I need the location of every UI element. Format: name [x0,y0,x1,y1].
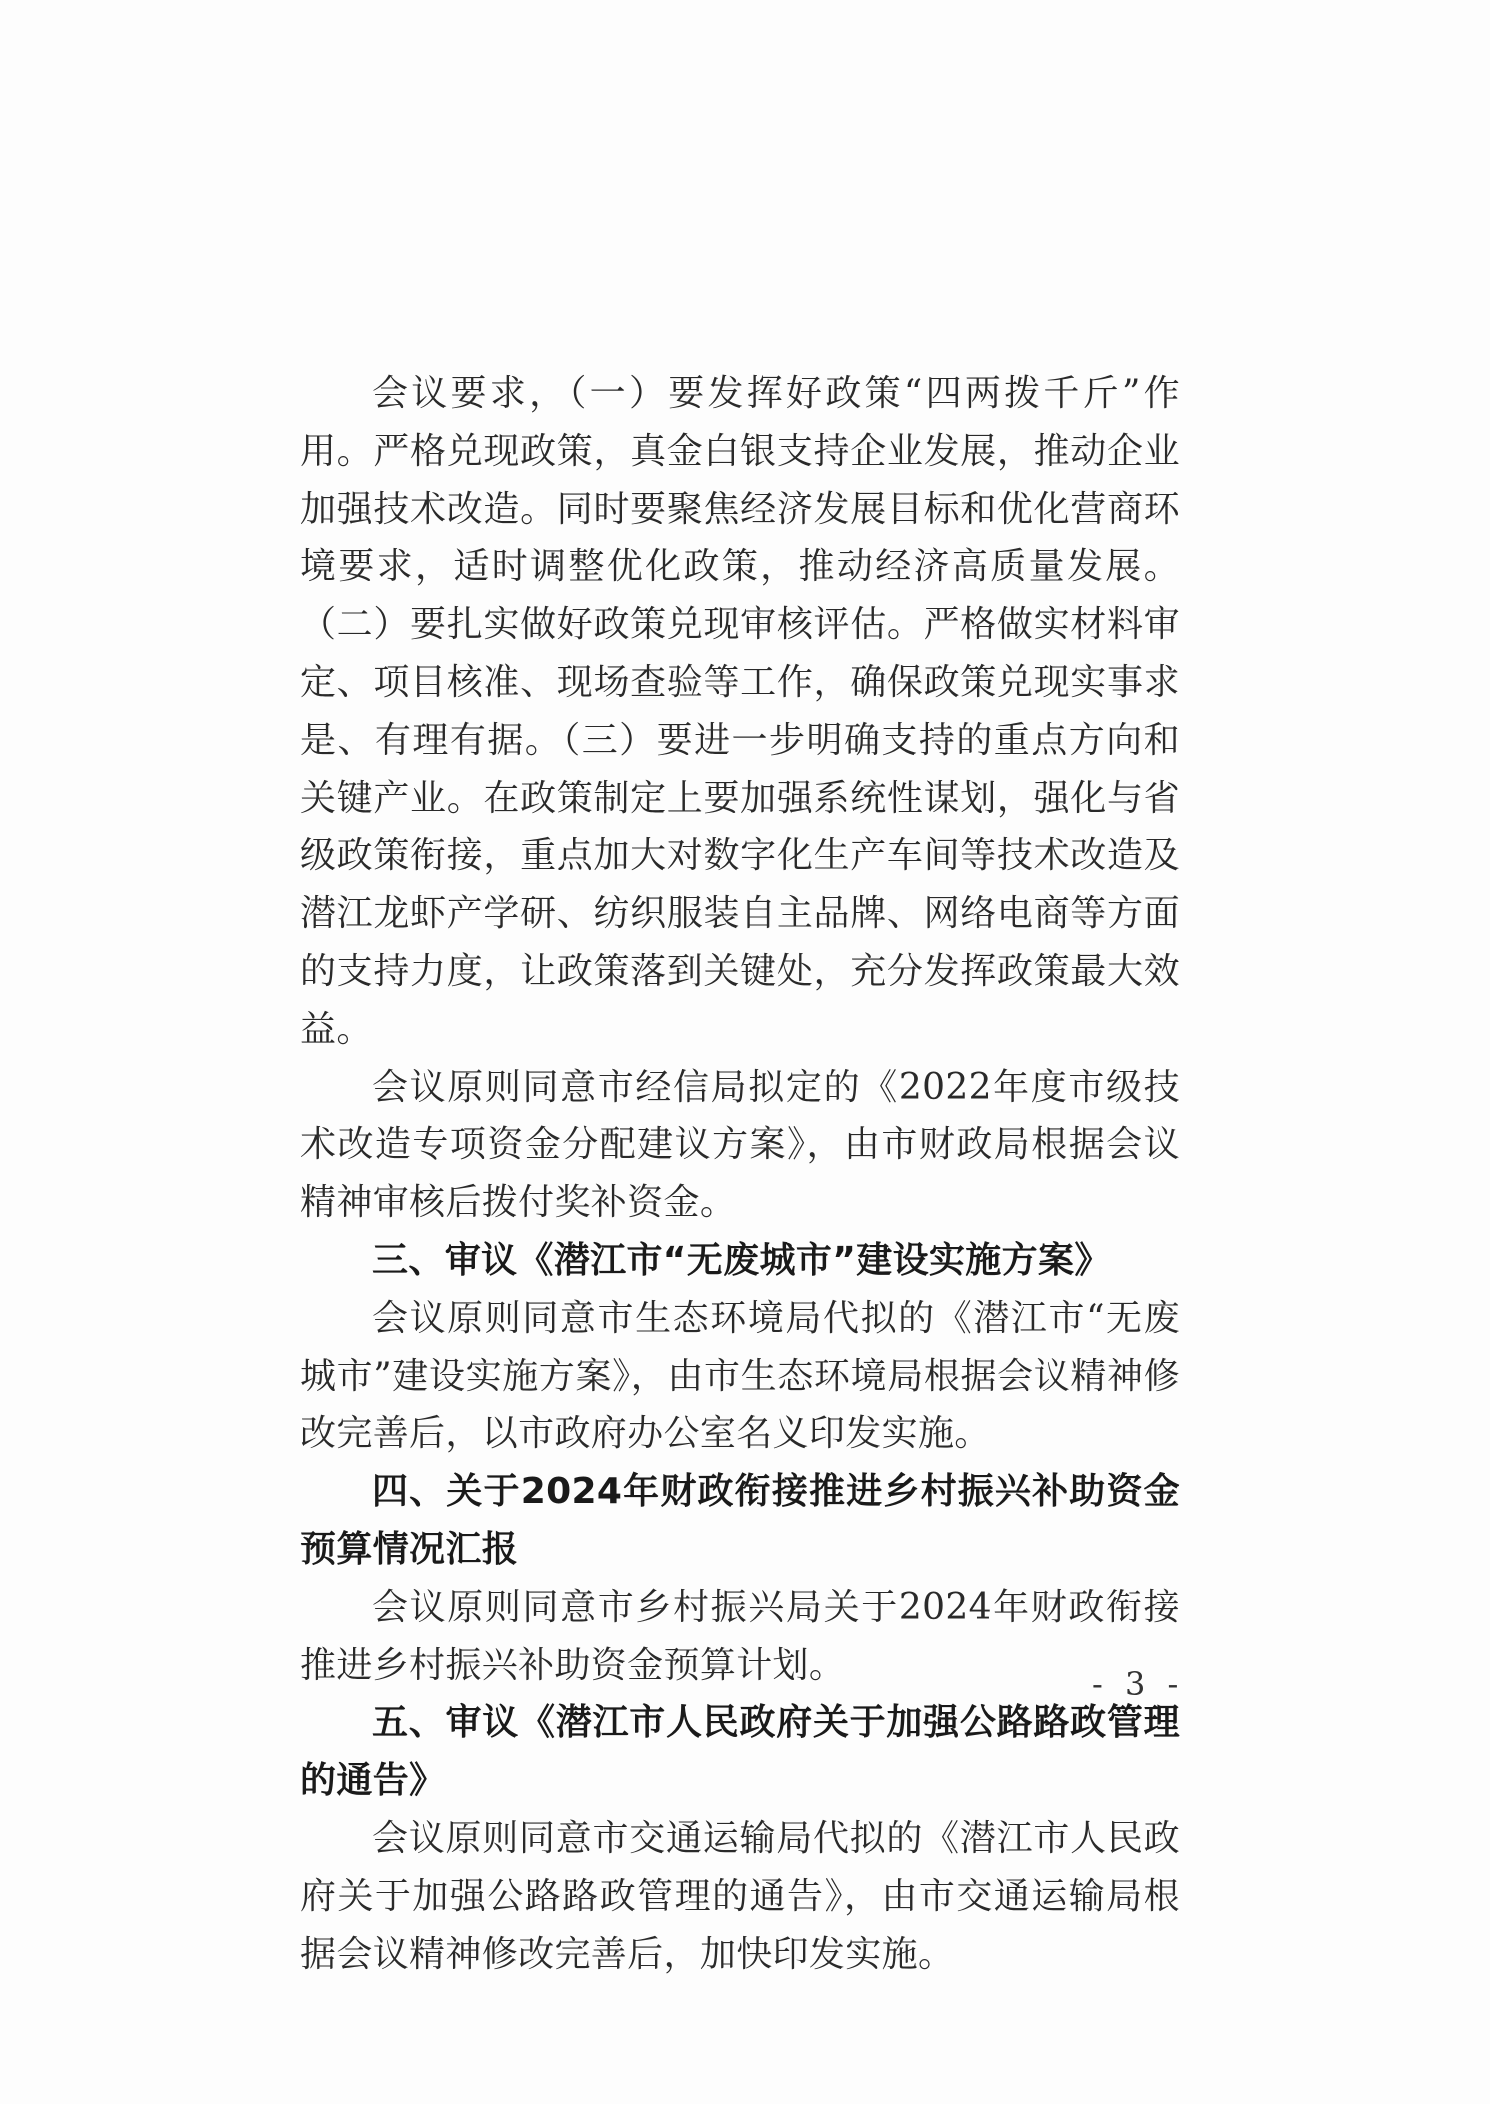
paragraph-road-administration: 会议原则同意市交通运输局代拟的《潜江市人民政府关于加强公路路政管理的通告》，由市交通运输局根据会议精神修改完善后，加快印发实施。 [300,1817,1180,1975]
paragraph-tech-upgrade-funds: 会议原则同意市经信局拟定的《2022年度市级技术改造专项资金分配建议方案》，由市财政局根据会议精神审核后拨付奖补资金。 [300,1066,1180,1224]
paragraph-rural-revitalization: 会议原则同意市乡村振兴局关于2024年财政衔接推进乡村振兴补助资金预算计划。 [300,1586,1180,1686]
section-heading-road-administration: 五、审议《潜江市人民政府关于加强公路路政管理的通告》 [300,1702,1180,1802]
paragraph-policy-requirements: 会议要求，（一）要发挥好政策“四两拨千斤”作用。严格兑现政策，真金白银支持企业发展，推动企业加强技术改造。同时要聚焦经济发展目标和优化营商环境要求，适时调整优化政策，推动经济高质量发展。（二）要扎实做好政策兑现审核评估。严格做实材料审定、项目核准、现场查验等工作，确保政策兑现实事求是、有理有据。（三）要进一步明确支持的重点方向和关键产业。在政策制定上要加强系统性谋划，强化与省级政策衔接，重点加大对数字化生产车间等技术改造及潜江龙虾产学研、纺织服装自主品牌、网络电商等方面的支持力度，让政策落到关键处，充分发挥政策最大效益。 [300,373,1180,1050]
page-number: - 3 - [1092,1665,1185,1703]
section-heading-zero-waste-city: 三、审议《潜江市“无废城市”建设实施方案》 [372,1239,1111,1281]
paragraph-zero-waste-city: 会议原则同意市生态环境局代拟的《潜江市“无废城市”建设实施方案》，由市生态环境局根据会议精神修改完善后，以市政府办公室名义印发实施。 [300,1297,1180,1455]
section-heading-rural-revitalization: 四、关于2024年财政衔接推进乡村振兴补助资金预算情况汇报 [300,1471,1180,1570]
document-body [300,365,1180,1983]
